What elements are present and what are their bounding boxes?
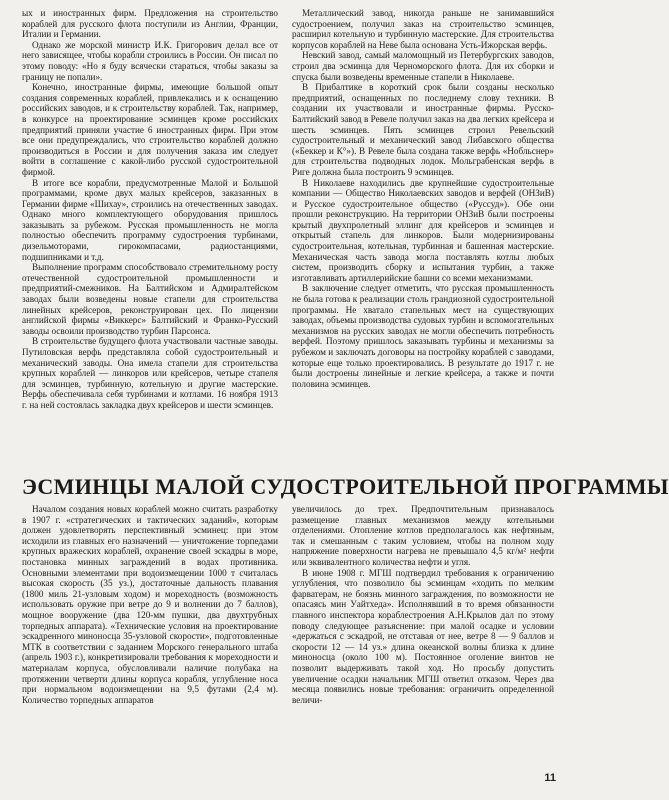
paragraph: В итоге все корабли, предусмотренные Малой и Большой программами, кроме двух малых крейсеров, заказанных в Германии фирме «Шихау», строились на отечественных заводах. Однако много комплектующего оборудования пришлось заказывать за рубежом. Русская промышленность не могла полностью обеспечить программу судостроения турбинами, дизельмоторами, гирокомпасами, радиостанциями, подшипниками и т.д. [22, 177, 278, 262]
text-column-bottom-right [292, 504, 554, 770]
paragraph: Невский завод, самый маломощный из Петербургских заводов, строил два эсминца для Черноморского флота. Для их сборки и спуска были возведены временные стапели в Николаеве. [292, 50, 554, 82]
paragraph: В Прибалтике в короткий срок были созданы несколько предприятий, оснащенных по последнему слову техники. В создании их участвовали и иностранные фирмы. Русско-Балтийский завод в Ревеле получил заказ на два легких крейсера и шесть эсминцев. Пять эсминцев строил Ревельский судостроительный и механический завод Либавского общества («Беккер и К°»). В Ревеле была создана также верфь «Нобльснер» для строительства подводных лодок. Мольграбенская верфь в Риге должна была построить 9 эсминцев. [292, 82, 554, 177]
paragraph: Началом создания новых кораблей можно считать разработку в 1907 г. «стратегических и тактических заданий», которым должен удовлетворять перспективный эсминец: при этом исходили из главных его назначений — уничтожение торпедами крупных вражеских кораблей, охранение своей эскадры в море, постановка минных заграждений в водах противника. Основными элементами при водоизмещении 1000 т считалась высокая скорость (35 уз.), достаточные дальность плавания (1800 миль 21-узловым ходом) и мореходность (возможность использовать оружие при ветре до 9 и волнении до 7 баллов), мощное вооружение (два 120-мм пушки, два двухтрубных торпедных аппарата). «Технические условия на проектирование эскадренного миноносца 35-узловой скорости», подготовленные МТК в соответствии с заданием Морского генерального штаба (апрель 1903 г.), конкретизировали требования к мореходности и материалам корпуса, обусловливали наличие полубака на протяжении четверти длины корпуса корабля, углубление носа при нормальном водоизмещении на 9,5 футами (2,4 м). Количество торпедных аппаратов [22, 504, 278, 705]
paragraph: В июне 1908 г. МГШ подтвердил требования к ограничению углубления, что позволило бы эсминцам «ходить по мелким фарватерам, не боязнь минного заграждения, по возможности не опасаясь мин Уайтхеда». Исполнявший в то время обязанности главного инспектора кораблестроения А.Н.Крылов дал по этому поводу следующее разъяснение: при малой осадке и условии «держаться с эскадрой, не отставая от нее, ветре 8 — 9 баллов и скорости 12 — 14 уз.» длина океанской волны близка к длине миноносца (около 100 м). Постоянное оголение винтов не позволит выдерживать такой ход. Но просьбу допустить увеличение осадки начальник МГШ ответил отказом. Через два месяца появились новые требования: ограничить определенной величи- [292, 567, 554, 705]
text-column-bottom-left [22, 504, 278, 770]
paragraph: Однако же морской министр И.К. Григорович делал все от него зависящее, чтобы корабли строились в России. Он писал по этому поводу: «Но я буду всячески стараться, чтобы заказы за границу не попали». [22, 39, 278, 82]
text-column-top-left [22, 8, 278, 474]
paragraph: увеличилось до трех. Предпочтительным признавалось размещение главных механизмов между котельными отделениями. Отопление котлов предполагалось как нефтяным, так и смешанным с таким условием, чтобы на полном ходу напряжение поверхности нагрева не превышало 4,5 кг/м² нефти или эквивалентного количества нефти и угля. [292, 504, 554, 567]
section-heading: ЭСМИНЦЫ МАЛОЙ СУДОСТРОИТЕЛЬНОЙ ПРОГРАММЫ [22, 474, 669, 499]
page-number: 11 [544, 772, 556, 784]
paragraph: В заключение следует отметить, что русская промышленность не была готова к реализации столь грандиозной судостроительной программы. Не хватало стапельных мест на существующих заводах, объемы производства судовых турбин и вспомогательных механизмов на русских заводах не могли обеспечить потребность верфей. Поэтому пришлось заказывать турбины и механизмы за рубежом и заключать договоры на постройку кораблей с заводами, которые еще только проектировались. В результате до 1917 г. не были достроены линейные и легкие крейсера, а также и почти половина эсминцев. [292, 283, 554, 389]
paragraph: Металлический завод, никогда раньше не занимавшийся судостроением, получил заказ на строительство эсминцев, расширил котельную и турбинную мастерские. Для строительства корпусов кораблей на Неве была основана Усть-Ижорская верфь. [292, 8, 554, 50]
paragraph: Конечно, иностранные фирмы, имеющие большой опыт создания современных кораблей, привлекались и к оснащению российских заводов, и к строительству кораблей. Так, например, в конкурсе на проектирование эсминцев кроме российских предприятий приняли участие 6 иностранных фирм. При этом все они предупреждались, что строительство кораблей должно производиться в России и для получения заказа им следует войти в соглашение с какой-либо русской судостроительной фирмой. [22, 82, 278, 177]
paragraph: ых и иностранных фирм. Предложения на строительство кораблей для русского флота поступили из Англии, Франции, Италии и Германии. [22, 8, 278, 40]
paragraph: В строительстве будущего флота участвовали частные заводы. Путиловская верфь представляла собой судостроительный и механический заводы. Она имела стапели для строительства крупных кораблей — линкоров или крейсеров, четыре стапеля для эсминцев, турбинную, котельную и другие мастерские. Верфь обеспечивала себя турбинами и котлами. 16 ноября 1913 г. на ней состоялась закладка двух крейсеров и шести эсминцев. [22, 336, 278, 410]
paragraph: В Николаеве находились две крупнейшие судостроительные компании — Общество Николаевских заводов и верфей (ОНЗиВ) и Русское судостроительное общество («Руссуд»). Обе они прошли реконструкцию. На территории ОНЗиВ были построены крытый двухпролетный эллинг для крейсеров и эсминцев и открытый стапель для линкоров. Были модернизированы судостроительная, котельная, турбинная и башенная мастерские. Механическая часть завода могла поставлять котлы любых систем, производить сборку и испытания турбин, а также изготавливать артиллерийские башни со всеми механизмами. [292, 177, 554, 283]
paragraph: Выполнение программ способствовало стремительному росту отечественной судостроительной промышленности и предприятий-смежников. На Балтийском и Адмиралтейском заводах были возведены новые стапели для строительства линейных крейсеров, реконструирован цех. По лицензии английской фирмы «Виккерс» Балтийский и Франко-Русский заводы освоили производство турбин Парсонса. [22, 262, 278, 336]
text-column-top-right [292, 8, 554, 474]
